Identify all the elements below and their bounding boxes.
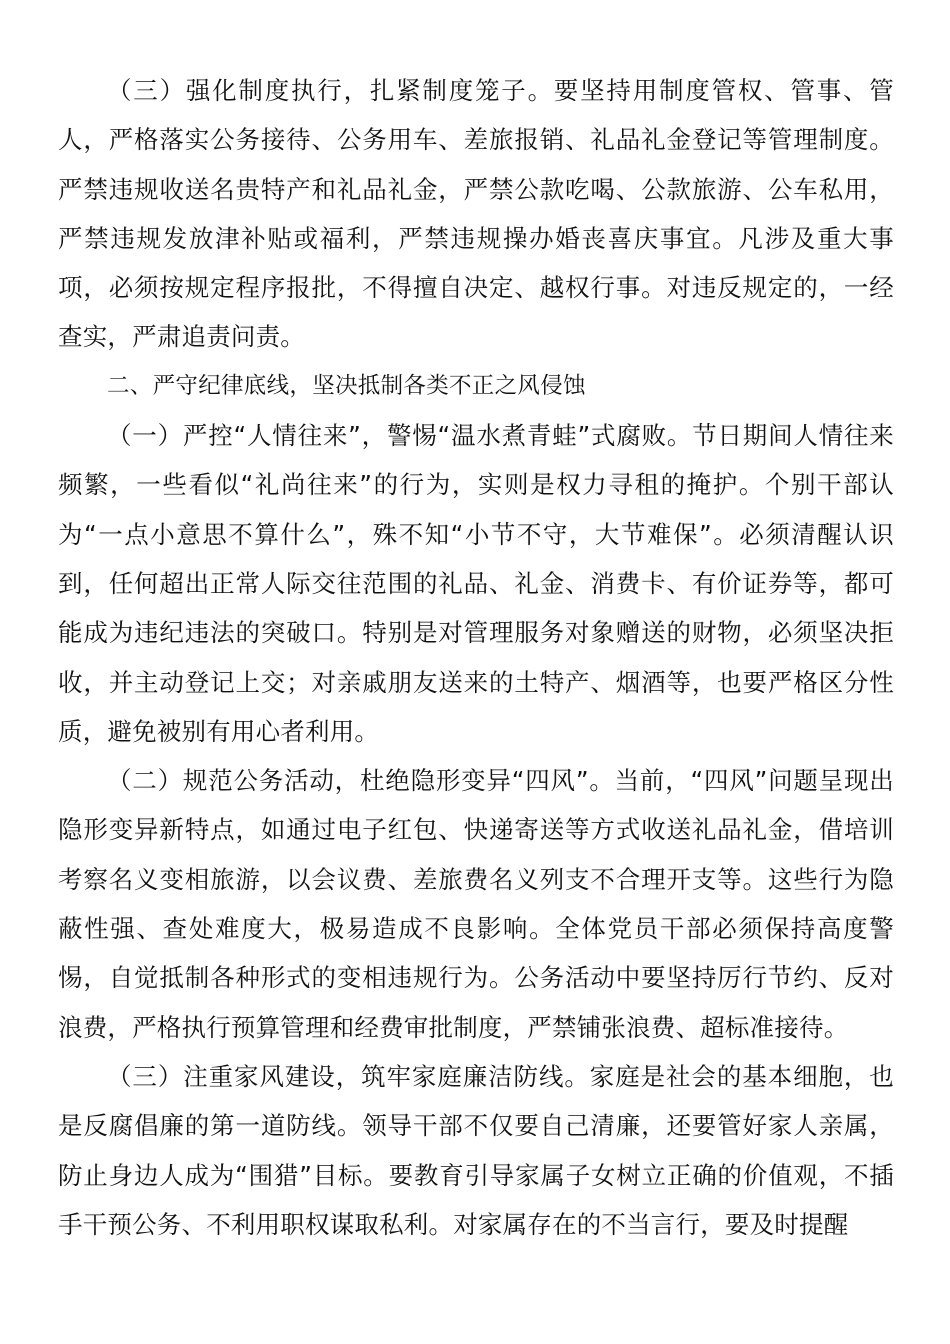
document-page	[58, 66, 894, 1249]
paragraph-strengthen-system-execution: （三）强化制度执行，扎紧制度笼子。要坚持用制度管权、管事、管人，严格落实公务接待、公务用车、差旅报销、礼品礼金登记等管理制度。严禁违规收送名贵特产和礼品礼金，严禁公款吃喝、公款旅游、公车私用，严禁违规发放津补贴或福利，严禁违规操办婚丧喜庆事宜。凡涉及重大事项，必须按规定程序报批，不得擅自决定、越权行事。对违反规定的，一经查实，严肃追责问责。	[58, 76, 894, 352]
paragraph-regulate-official-activities: （二）规范公务活动，杜绝隐形变异“四风”。当前，“四风”问题呈现出隐形变异新特点，如通过电子红包、快递寄送等方式收送礼品礼金，借培训考察名义变相旅游，以会议费、差旅费名义列支不合理开支等。这些行为隐蔽性强、查处难度大，极易造成不良影响。全体党员干部必须保持高度警惕，自觉抵制各种形式的变相违规行为。公务活动中要坚持厉行节约、反对浪费，严格执行预算管理和经费审批制度，严禁铺张浪费、超标准接待。	[58, 766, 894, 1042]
section-heading-discipline: 二、严守纪律底线，坚决抵制各类不正之风侵蚀	[107, 372, 586, 399]
paragraph-control-gifts: （一）严控“人情往来”，警惕“温水煮青蛙”式腐败。节日期间人情往来频繁，一些看似“礼尚往来”的行为，实则是权力寻租的掩护。个别干部认为“一点小意思不算什么”，殊不知“小节不守，大节难保”。必须清醒认识到，任何超出正常人际交往范围的礼品、礼金、消费卡、有价证券等，都可能成为违纪违法的突破口。特别是对管理服务对象赠送的财物，必须坚决拒收，并主动登记上交；对亲戚朋友送来的土特产、烟酒等，也要严格区分性质，避免被别有用心者利用。	[58, 421, 894, 746]
paragraph-family-style: （三）注重家风建设，筑牢家庭廉洁防线。家庭是社会的基本细胞，也是反腐倡廉的第一道防线。领导干部不仅要自己清廉，还要管好家人亲属，防止身边人成为“围猎”目标。要教育引导家属子女树立正确的价值观，不插手干预公务、不利用职权谋取私利。对家属存在的不当言行，要及时提醒	[58, 1061, 894, 1239]
